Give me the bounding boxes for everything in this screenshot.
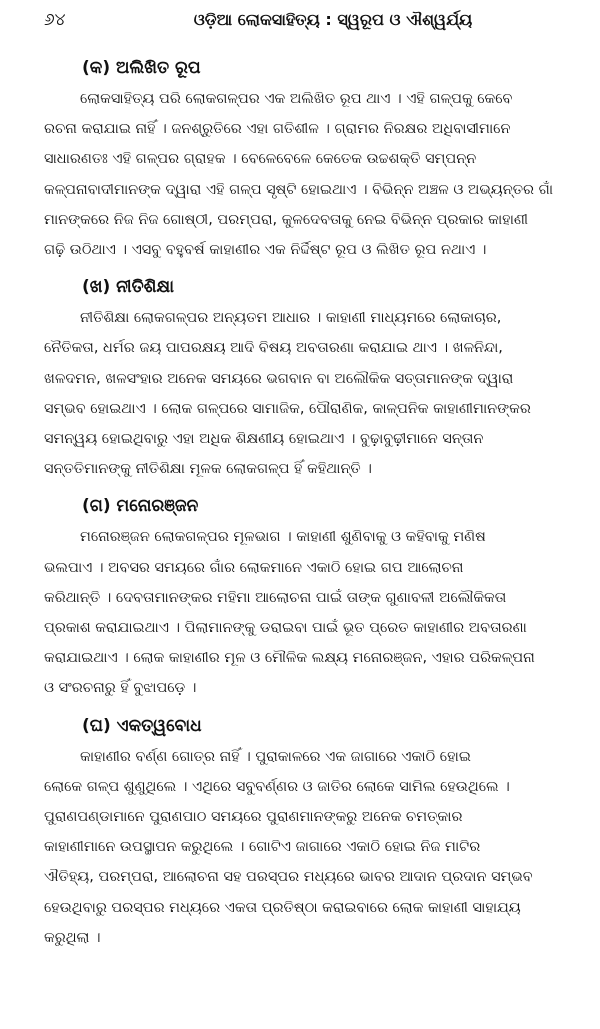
text-line: ଲୋକେ ଗଳ୍ପ ଶୁଣୁଥିଲେ । ଏଥିରେ ସବୁବର୍ଣ୍ଣର ଓ ଜାତିର ଲୋକେ ସାମିଲ ହେଉଥିଲେ । xyxy=(44,778,510,795)
section-heading: (ଗ) ମନୋରଞ୍ଜନ xyxy=(82,496,199,517)
section-nitishiksha xyxy=(44,271,566,484)
text-line: କରୁଥିଲା । xyxy=(44,929,101,946)
page-header xyxy=(0,8,600,38)
text-line: ସମନ୍ୱୟ ହୋଇଥିବାରୁ ଏହା ଅଧିକ ଶିକ୍ଷଣୀୟ ହୋଇଥାଏ । ବୁଢ଼ାବୁଢ଼ୀମାନେ ସନ୍ତାନ xyxy=(44,431,484,448)
section-heading: (କ) ଅଲିଖିତ ରୂପ xyxy=(82,58,201,78)
text-line: ଭଲପାଏ । ଅବସର ସମୟରେ ଗାଁର ଲୋକମାନେ ଏକାଠି ହୋଇ ଗପ ଆଲୋଚନା xyxy=(44,559,464,576)
text-line: ନୈତିକତା, ଧର୍ମର ଜୟ ପାପରକ୍ଷୟ ଆଦି ବିଷୟ ଅବତାରଣା କରାଯାଇ ଥାଏ । ଖଳନିନ୍ଦା, xyxy=(44,340,503,357)
text-line: କଳ୍ପନାବାଦୀମାନଙ୍କ ଦ୍ୱାରା ଏହି ଗଳ୍ପ ସୃଷ୍ଟି ହୋଇଥାଏ । ବିଭିନ୍ନ ଅଞ୍ଚଳ ଓ ଅଭ୍ୟନ୍ତର ଗାଁ xyxy=(44,181,554,198)
text-line: ଖଳଦମନ, ଖଳସଂହାର ଅନେକ ସମୟରେ ଭଗବାନ ବା ଅଲୌକିକ ସତ୍ତାମାନଙ୍କ ଦ୍ୱାରା xyxy=(44,370,514,387)
text-line: ମାନଙ୍କରେ ନିଜ ନିଜ ଗୋଷ୍ଠୀ, ପରମ୍ପରା, କୁଳଦେବତାକୁ ନେଇ ବିଭିନ୍ନ ପ୍ରକାର କାହାଣୀ xyxy=(44,211,529,228)
section-manoranjana xyxy=(44,490,566,703)
section-heading: (ଘ) ଏକତ୍ୱବୋଧ xyxy=(82,715,202,736)
text-line: ଐତିହ୍ୟ, ପରମ୍ପରା, ଆଲୋଚନା ସହ ପରସ୍ପର ମଧ୍ୟରେ ଭାବର ଆଦାନ ପ୍ରଦାନ ସମ୍ଭବ xyxy=(44,869,533,886)
text-line: କାହାଣୀର ବର୍ଣ୍ଣ ଗୋତ୍ର ନାହିଁ । ପୁରାକାଳରେ ଏକ ଜାଗାରେ ଏକାଠି ହୋଇ xyxy=(80,748,471,765)
text-line: କରିଥାନ୍ତି । ଦେବତାମାନଙ୍କର ମହିମା ଆଲୋଚନା ପାଇଁ ତାଙ୍କ ଗୁଣାବଳୀ ଅଲୌକିକତା xyxy=(44,589,507,606)
running-title: ଓଡ଼ିଆ ଲୋକସାହିତ୍ୟ : ସ୍ୱରୂପ ଓ ଐଶ୍ୱର୍ଯ୍ୟ xyxy=(193,10,473,29)
section-ekatwabodha xyxy=(44,710,566,953)
section-heading: (ଖ) ନୀତିଶିକ୍ଷା xyxy=(82,277,174,298)
text-line: ସାଧାରଣତଃ ଏହି ଗଳ୍ପର ଗ୍ରାହକ । ବେଳେବେଳେ କେତେକ ଉଚ୍ଚଶକ୍ତି ସମ୍ପନ୍ନ xyxy=(44,151,477,168)
text-line: ହେଉଥିବାରୁ ପରସ୍ପର ମଧ୍ୟରେ ଏକତା ପ୍ରତିଷ୍ଠା କରାଇବାରେ ଲୋକ କାହାଣୀ ସାହାଯ୍ୟ xyxy=(44,899,521,916)
text-line: ଲୋକସାହିତ୍ୟ ପରି ଲୋକଗଳ୍ପର ଏକ ଅଲିଖିତ ରୂପ ଥାଏ । ଏହି ଗଳ୍ପକୁ କେବେ xyxy=(80,91,513,107)
text-line: ରଚନା କରାଯାଇ ନାହିଁ । ଜନଶ୍ରୁତିରେ ଏହା ଗତିଶୀଳ । ଗ୍ରାମର ନିରକ୍ଷର ଅଧିବାସୀମାନେ xyxy=(44,121,511,138)
page-content xyxy=(44,52,566,959)
text-line: ସନ୍ତତିମାନଙ୍କୁ ନୀତିଶିକ୍ଷା ମୂଳକ ଲୋକଗଳ୍ପ ହିଁ କହିଥାନ୍ତି । xyxy=(44,461,372,478)
text-line: ନୀତିଶିକ୍ଷା ଲୋକଗଳ୍ପର ଅନ୍ୟତମ ଆଧାର । କାହାଣୀ ମାଧ୍ୟମରେ ଲୋକାଚାର, xyxy=(80,310,502,327)
text-line: ଓ ସଂରଚନାରୁ ହିଁ ବୁଝାପଡ଼େ । xyxy=(44,680,197,697)
text-line: ଗଢ଼ି ଉଠିଥାଏ । ଏସବୁ ବହୁବର୍ଷ କାହାଣୀର ଏକ ନିର୍ଦ୍ଦିଷ୍ଟ ରୂପ ଓ ଲିଖିତ ରୂପ ନଥାଏ । xyxy=(44,242,487,259)
section-alikhita-rupa xyxy=(44,52,566,265)
text-line: ସମ୍ଭବ ହୋଇଥାଏ । ଲୋକ ଗଳ୍ପରେ ସାମାଜିକ, ପୌରାଣିକ, କାଳ୍ପନିକ କାହାଣୀମାନଙ୍କର xyxy=(44,400,531,417)
text-line: ପୁରାଣପଣ୍ଡାମାନେ ପୁରାଣପାଠ ସମୟରେ ପୁରାଣମାନଙ୍କରୁ ଅନେକ ଚମତ୍କାର xyxy=(44,809,463,826)
text-line: କାହାଣୀମାନେ ଉପସ୍ଥାପନ କରୁଥିଲେ । ଗୋଟିଏ ଜାଗାରେ ଏକାଠି ହୋଇ ନିଜ ମାଟିର xyxy=(44,839,481,856)
text-line: ମନୋରଞ୍ଜନ ଲୋକଗଳ୍ପର ମୂଳଭାଗ । କାହାଣୀ ଶୁଣିବାକୁ ଓ କହିବାକୁ ମଣିଷ xyxy=(80,529,486,546)
page-number: ୬୪ xyxy=(44,10,66,30)
text-line: କରାଯାଇଥାଏ । ଲୋକ କାହାଣୀର ମୂଳ ଓ ମୌଳିକ ଲକ୍ଷ୍ୟ ମନୋରଞ୍ଜନ, ଏହାର ପରିକଳ୍ପନା xyxy=(44,650,535,667)
text-line: ପ୍ରକାଶ କରାଯାଇଥାଏ । ପିଲାମାନଙ୍କୁ ଡରାଇବା ପାଇଁ ଭୂତ ପ୍ରେତ କାହାଣୀର ଅବତାରଣା xyxy=(44,620,527,637)
